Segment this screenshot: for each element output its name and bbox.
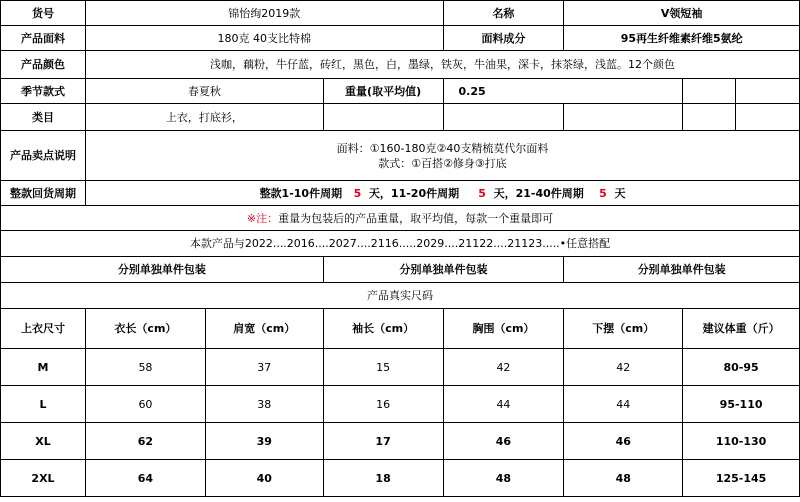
size-header-hem: 下摆（cm） — [564, 309, 683, 349]
row-selling-points — [1, 131, 800, 181]
size-cell: 17 — [323, 423, 443, 460]
blank-cell — [683, 79, 736, 104]
row-note — [1, 206, 800, 231]
row-category — [1, 104, 800, 131]
size-row-2xl — [1, 460, 800, 497]
size-header-shoulder: 肩宽（cm） — [205, 309, 323, 349]
size-label: 2XL — [1, 460, 86, 497]
blank-cell — [443, 104, 564, 131]
label-weight: 重量(取平均值) — [323, 79, 443, 104]
size-cell-weight: 80-95 — [683, 349, 800, 386]
size-cell-weight: 110-130 — [683, 423, 800, 460]
size-cell: 44 — [443, 386, 564, 423]
row-fabric — [1, 26, 800, 51]
size-cell: 46 — [443, 423, 564, 460]
size-cell: 42 — [443, 349, 564, 386]
size-cell: 15 — [323, 349, 443, 386]
blank-cell — [683, 104, 736, 131]
size-row-xl — [1, 423, 800, 460]
label-composition: 面料成分 — [443, 26, 564, 51]
value-name: V领短袖 — [564, 1, 800, 26]
blank-cell — [323, 104, 443, 131]
size-header-weight: 建议体重（斤） — [683, 309, 800, 349]
value-composition: 95再生纤维素纤维5氨纶 — [564, 26, 800, 51]
size-cell: 39 — [205, 423, 323, 460]
label-item-no: 货号 — [1, 1, 86, 26]
size-cell: 58 — [86, 349, 206, 386]
weight-note: ※注：重量为包装后的产品重量，取平均值，每款一个重量即可 — [1, 206, 800, 231]
size-header-chest: 胸围（cm） — [443, 309, 564, 349]
size-header-sleeve: 袖长（cm） — [323, 309, 443, 349]
value-restock: 整款1-10件周期 5 天，11-20件周期 5 天，21-40件周期 5 天 — [86, 181, 800, 206]
size-row-m — [1, 349, 800, 386]
label-restock: 整款回货周期 — [1, 181, 86, 206]
label-colors: 产品颜色 — [1, 51, 86, 79]
size-chart-title: 产品真实尺码 — [1, 283, 800, 309]
packaging-label-3: 分别单独单件包装 — [564, 257, 800, 283]
value-weight: 0.25 — [443, 79, 683, 104]
size-cell: 60 — [86, 386, 206, 423]
size-cell: 40 — [205, 460, 323, 497]
size-label: L — [1, 386, 86, 423]
size-header-row — [1, 309, 800, 349]
packaging-label-2: 分别单独单件包装 — [323, 257, 564, 283]
size-cell: 48 — [443, 460, 564, 497]
blank-cell — [564, 104, 683, 131]
size-row-l — [1, 386, 800, 423]
value-fabric: 180克 40支比特棉 — [86, 26, 444, 51]
row-season — [1, 79, 800, 104]
size-cell: 46 — [564, 423, 683, 460]
blank-cell — [736, 79, 800, 104]
size-cell: 44 — [564, 386, 683, 423]
row-restock — [1, 181, 800, 206]
size-header-size: 上衣尺寸 — [1, 309, 86, 349]
size-cell: 18 — [323, 460, 443, 497]
label-name: 名称 — [443, 1, 564, 26]
selling-point-fabric: 面料：①160-180克②40支精梳莫代尔面料 — [336, 141, 549, 155]
size-cell: 42 — [564, 349, 683, 386]
size-cell: 38 — [205, 386, 323, 423]
size-cell: 16 — [323, 386, 443, 423]
size-cell: 64 — [86, 460, 206, 497]
row-item-no — [1, 1, 800, 26]
label-season: 季节款式 — [1, 79, 86, 104]
size-cell-weight: 95-110 — [683, 386, 800, 423]
selling-point-style: 款式：①百搭②修身③打底 — [378, 156, 507, 170]
blank-cell — [736, 104, 800, 131]
row-packaging — [1, 257, 800, 283]
packaging-label-1: 分别单独单件包装 — [1, 257, 324, 283]
label-selling-points: 产品卖点说明 — [1, 131, 86, 181]
size-label: M — [1, 349, 86, 386]
value-item-no: 锦怡绚2019款 — [86, 1, 444, 26]
row-colors — [1, 51, 800, 79]
size-cell: 48 — [564, 460, 683, 497]
row-matching — [1, 231, 800, 257]
size-cell: 62 — [86, 423, 206, 460]
size-cell-weight: 125-145 — [683, 460, 800, 497]
value-colors: 浅咖，藕粉，牛仔蓝，砖红，黑色，白，墨绿，铁灰，牛油果，深卡，抹茶绿，浅蓝。12个颜色 — [86, 51, 800, 79]
value-season: 春夏秋 — [86, 79, 324, 104]
size-label: XL — [1, 423, 86, 460]
label-category: 类目 — [1, 104, 86, 131]
matching-line: 本款产品与2022....2016....2027....2116.....2029....21122....21123.....•任意搭配 — [1, 231, 800, 257]
size-header-length: 衣长（cm） — [86, 309, 206, 349]
size-cell: 37 — [205, 349, 323, 386]
value-category: 上衣，打底衫， — [86, 104, 324, 131]
label-fabric: 产品面料 — [1, 26, 86, 51]
row-size-title — [1, 283, 800, 309]
value-selling-points — [86, 131, 800, 181]
